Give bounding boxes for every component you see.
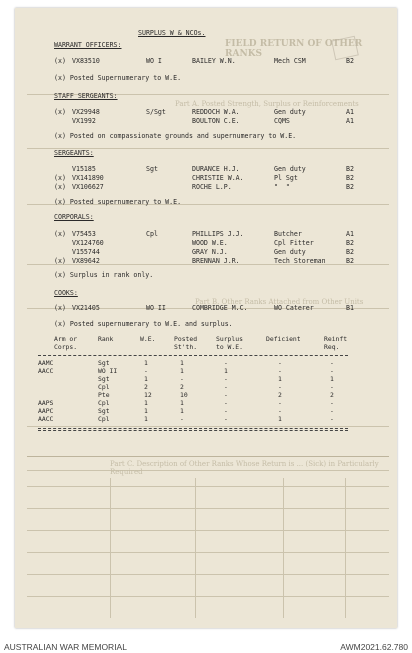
ghost-part-a: Part A. Posted Strength, Surplus or Reinforcements xyxy=(175,100,359,108)
rank: WO I xyxy=(146,57,162,65)
mark: (x) xyxy=(54,174,66,182)
posted-cell: - xyxy=(180,415,184,423)
service-number: VX141890 xyxy=(72,174,104,182)
form-rule xyxy=(110,478,111,618)
footer-accession-number: AWM2021.62.780 xyxy=(340,642,408,652)
duty: Mech CSM xyxy=(274,57,306,65)
surplus-cell: 1 xyxy=(224,367,228,375)
deficient-cell: - xyxy=(278,383,282,391)
reinft-cell: - xyxy=(330,415,334,423)
section-heading: SERGEANTS: xyxy=(54,149,94,157)
table-row xyxy=(38,407,348,415)
column-header: Posted xyxy=(174,335,198,343)
deficient-cell: - xyxy=(278,399,282,407)
rank-cell: Cpl xyxy=(98,399,110,407)
deficient-cell: - xyxy=(278,367,282,375)
reinft-cell: - xyxy=(330,383,334,391)
duty: WO Caterer xyxy=(274,304,314,312)
rank-cell: WO II xyxy=(98,367,118,375)
form-rule xyxy=(27,486,389,487)
duty: Tech Storeman xyxy=(274,257,326,265)
section-heading: CORPORALS: xyxy=(54,213,94,221)
grade: A1 xyxy=(346,230,354,238)
corps-cell: AACC xyxy=(38,415,54,423)
column-header: Rank xyxy=(98,335,114,343)
we-cell: 1 xyxy=(144,415,148,423)
form-rule xyxy=(27,426,389,427)
deficient-cell: 1 xyxy=(278,415,282,423)
column-header: Deficient xyxy=(266,335,301,343)
surplus-cell: - xyxy=(224,407,228,415)
rank-cell: Cpl xyxy=(98,383,110,391)
person-name: CHRISTIE W.A. xyxy=(192,174,244,182)
posted-cell: 10 xyxy=(180,391,188,399)
grade: B2 xyxy=(346,257,354,265)
duty: Pl Sgt xyxy=(274,174,298,182)
column-header: W.E. xyxy=(140,335,156,343)
service-number: V15185 xyxy=(72,165,96,173)
form-rule xyxy=(27,596,389,597)
section-note: (x) Posted Supernumerary to W.E. xyxy=(54,74,182,82)
table-divider xyxy=(38,430,348,431)
rank: WO II xyxy=(146,304,166,312)
mark: (x) xyxy=(54,304,66,312)
surplus-cell: - xyxy=(224,399,228,407)
grade: A1 xyxy=(346,108,354,116)
form-rule xyxy=(27,456,389,457)
table-row xyxy=(38,391,348,399)
table-row xyxy=(38,415,348,423)
reinft-cell: - xyxy=(330,367,334,375)
reinft-cell: 1 xyxy=(330,375,334,383)
posted-cell: 1 xyxy=(180,367,184,375)
reinft-cell: - xyxy=(330,399,334,407)
table-row xyxy=(38,399,348,407)
column-header: Req. xyxy=(324,343,340,351)
deficient-cell: 2 xyxy=(278,391,282,399)
surplus-cell: - xyxy=(224,415,228,423)
section-heading: WARRANT OFFICERS: xyxy=(54,41,122,49)
mark: (x) xyxy=(54,57,66,65)
duty: Gen duty xyxy=(274,165,306,173)
mark: (x) xyxy=(54,257,66,265)
posted-cell: 1 xyxy=(180,407,184,415)
grade: B2 xyxy=(346,239,354,247)
form-rule xyxy=(27,508,389,509)
we-cell: 1 xyxy=(144,375,148,383)
deficient-cell: - xyxy=(278,359,282,367)
table-divider xyxy=(38,355,348,356)
deficient-cell: 1 xyxy=(278,375,282,383)
reinft-cell: - xyxy=(330,407,334,415)
surplus-cell: - xyxy=(224,375,228,383)
person-name: PHILLIPS J.J. xyxy=(192,230,244,238)
reinft-cell: - xyxy=(330,359,334,367)
grade: B2 xyxy=(346,248,354,256)
duty: Cpl Fitter xyxy=(274,239,314,247)
form-rule xyxy=(283,478,284,618)
service-number: V155744 xyxy=(72,248,100,256)
deficient-cell: - xyxy=(278,407,282,415)
column-header: Arm or xyxy=(54,335,78,343)
mark: (x) xyxy=(54,183,66,191)
duty: " " xyxy=(274,183,290,191)
column-header: Reinft xyxy=(324,335,348,343)
footer-bar xyxy=(0,636,412,653)
form-rule xyxy=(195,478,196,618)
grade: B1 xyxy=(346,304,354,312)
person-name: COMBRIDGE M.C. xyxy=(192,304,248,312)
service-number: VX83510 xyxy=(72,57,100,65)
posted-cell: 2 xyxy=(180,383,184,391)
duty: CQMS xyxy=(274,117,290,125)
service-number: VX21405 xyxy=(72,304,100,312)
person-name: REDDOCH W.A. xyxy=(192,108,240,116)
we-cell: 12 xyxy=(144,391,152,399)
section-heading: STAFF SERGEANTS: xyxy=(54,92,118,100)
we-cell: 1 xyxy=(144,407,148,415)
rank-cell: Sgt xyxy=(98,359,110,367)
rank-cell: Sgt xyxy=(98,375,110,383)
ghost-part-c: Part C. Description of Other Ranks Whose Return is ... (Sick) in Particularly Required xyxy=(110,460,379,476)
mark: (x) xyxy=(54,108,66,116)
posted-cell: - xyxy=(180,375,184,383)
column-header: Surplus xyxy=(216,335,243,343)
person-name: BRENNAN J.R. xyxy=(192,257,240,265)
person-name: BOULTON C.E. xyxy=(192,117,240,125)
table-header xyxy=(38,335,348,353)
table-row xyxy=(38,367,348,375)
service-number: VX1992 xyxy=(72,117,96,125)
surplus-cell: - xyxy=(224,383,228,391)
grade: B2 xyxy=(346,165,354,173)
ghost-form-heading: FIELD RETURN OF OTHER RANKS xyxy=(225,39,363,59)
reinft-cell: 2 xyxy=(330,391,334,399)
form-rule xyxy=(27,574,389,575)
person-name: ROCHE L.P. xyxy=(192,183,232,191)
ghost-part-b: Part B. Other Ranks Attached from Other Units xyxy=(195,298,364,306)
we-cell: 1 xyxy=(144,359,148,367)
service-number: VX124760 xyxy=(72,239,104,247)
section-note: (x) Posted on compassionate grounds and supernumerary to W.E. xyxy=(54,132,297,140)
corps-cell: AACC xyxy=(38,367,54,375)
section-note: (x) Posted supernumerary to W.E. xyxy=(54,198,182,206)
person-name: BAILEY W.N. xyxy=(192,57,236,65)
duty: Butcher xyxy=(274,230,302,238)
service-number: VX106627 xyxy=(72,183,104,191)
rank-cell: Cpl xyxy=(98,415,110,423)
paper-sheet xyxy=(15,8,397,628)
person-name: DURANCE H.J. xyxy=(192,165,240,173)
service-number: VX89642 xyxy=(72,257,100,265)
we-cell: 1 xyxy=(144,399,148,407)
corps-cell: AAMC xyxy=(38,359,54,367)
rank: S/Sgt xyxy=(146,108,166,116)
posted-cell: 1 xyxy=(180,359,184,367)
column-header: to W.E. xyxy=(216,343,243,351)
service-number: VX29948 xyxy=(72,108,100,116)
mark: (x) xyxy=(54,230,66,238)
table-row xyxy=(38,383,348,391)
duty: Gen duty xyxy=(274,108,306,116)
rank: Sgt xyxy=(146,165,158,173)
grade: B2 xyxy=(346,57,354,65)
we-cell: - xyxy=(144,367,148,375)
table-row xyxy=(38,359,348,367)
posted-cell: 1 xyxy=(180,399,184,407)
corps-cell: AAPS xyxy=(38,399,54,407)
surplus-cell: - xyxy=(224,391,228,399)
rank-cell: Pte xyxy=(98,391,110,399)
table-divider xyxy=(38,428,348,429)
surplus-cell: - xyxy=(224,359,228,367)
form-rule xyxy=(27,552,389,553)
form-rule xyxy=(27,530,389,531)
duty: Gen duty xyxy=(274,248,306,256)
column-header: St'th. xyxy=(174,343,198,351)
table-row xyxy=(38,375,348,383)
rank: Cpl xyxy=(146,230,158,238)
grade: B2 xyxy=(346,174,354,182)
document-title: SURPLUS W & NCOs. xyxy=(138,29,206,37)
service-number: V75453 xyxy=(72,230,96,238)
section-note: (x) Surplus in rank only. xyxy=(54,271,154,279)
summary-table xyxy=(38,335,348,353)
column-header: Corps. xyxy=(54,343,78,351)
table-rows xyxy=(38,359,348,423)
section-note: (x) Posted supernumerary to W.E. and surplus. xyxy=(54,320,233,328)
we-cell: 2 xyxy=(144,383,148,391)
rank-cell: Sgt xyxy=(98,407,110,415)
summary-table-body xyxy=(38,359,348,423)
corps-cell: AAPC xyxy=(38,407,54,415)
footer-credit: AUSTRALIAN WAR MEMORIAL xyxy=(4,642,127,652)
section-heading: COOKS: xyxy=(54,289,78,297)
person-name: WOOD W.E. xyxy=(192,239,228,247)
form-rule xyxy=(345,478,346,618)
grade: B2 xyxy=(346,183,354,191)
grade: A1 xyxy=(346,117,354,125)
person-name: GRAY N.J. xyxy=(192,248,228,256)
